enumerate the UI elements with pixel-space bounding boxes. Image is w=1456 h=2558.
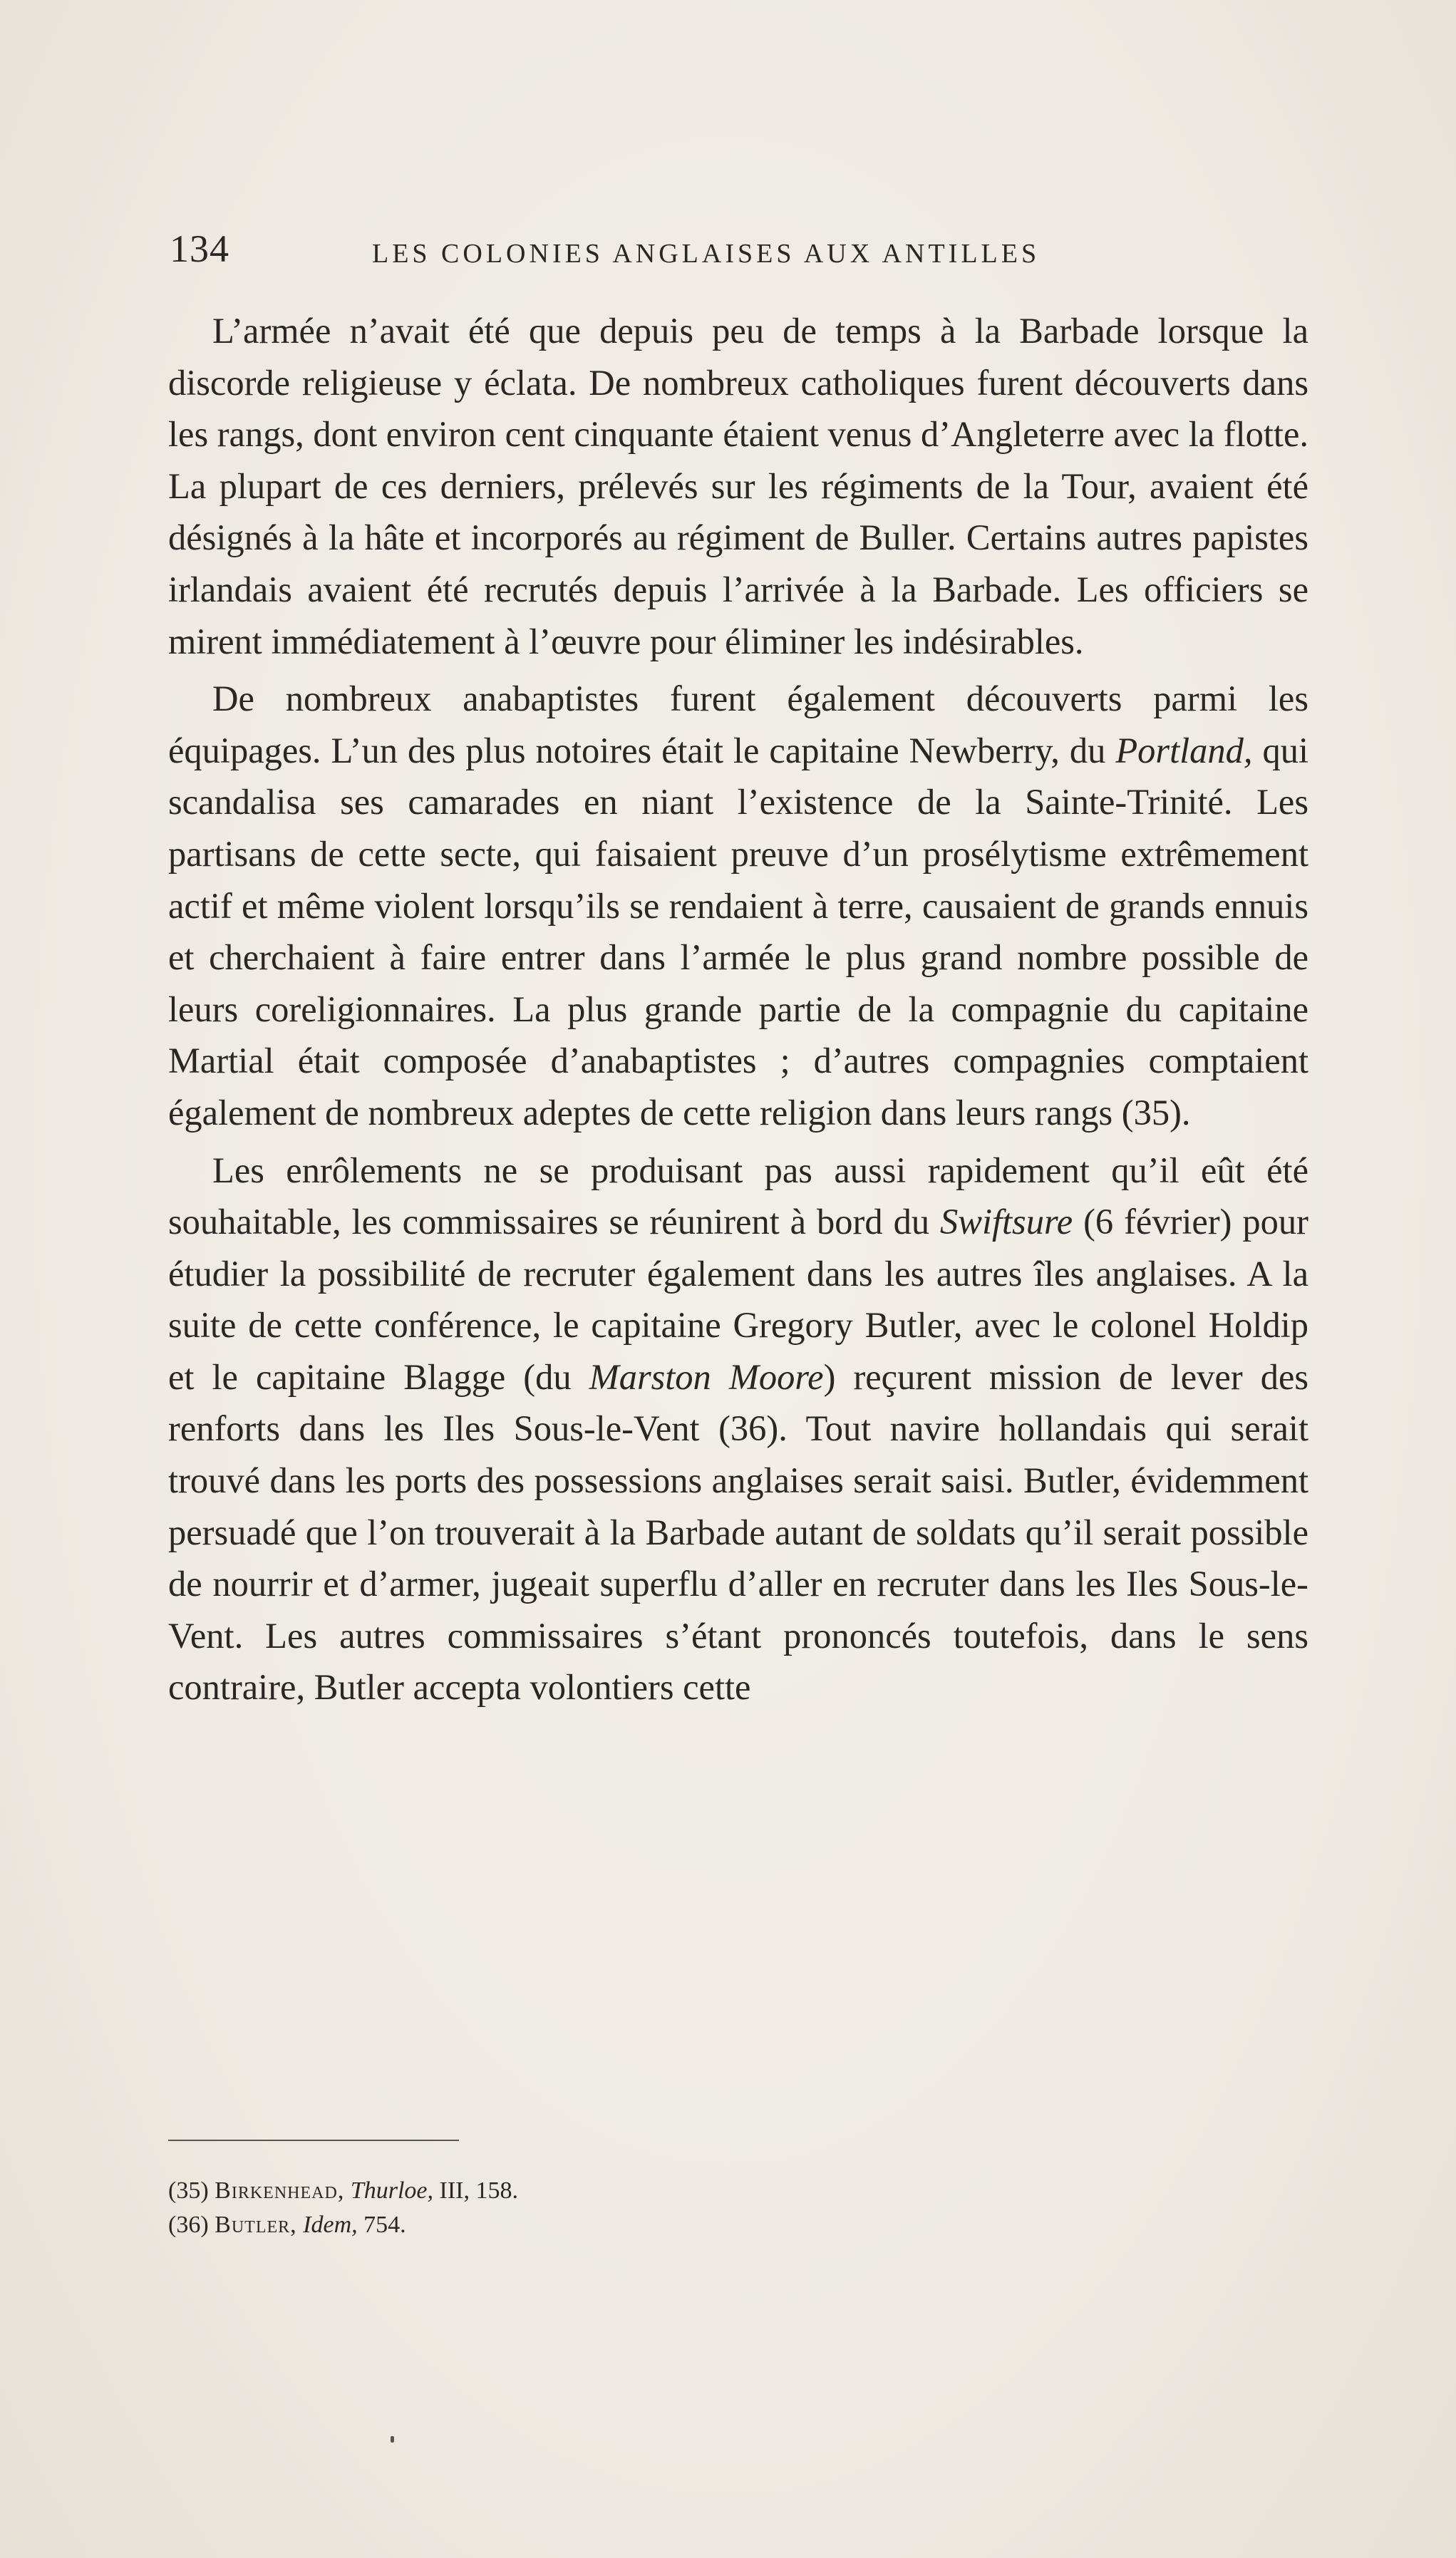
paragraph-3 (168, 1145, 1308, 1714)
ship-name-marston-moore: Marston Moore (589, 1356, 824, 1397)
footnote-marker: (36) (168, 2212, 209, 2238)
paragraph-1 (168, 305, 1308, 667)
ink-speck (391, 2436, 394, 2443)
footnote-divider (168, 2140, 459, 2141)
page-header (170, 227, 1310, 277)
running-head: LES COLONIES ANGLAISES AUX ANTILLES (372, 239, 1041, 269)
paragraph-2 (168, 673, 1308, 1138)
ship-name-swiftsure: Swiftsure (940, 1202, 1073, 1242)
footnote-source: Thurloe, (350, 2177, 434, 2204)
paragraph-3-text-b: (6 février) pour étudier la possibilité de recruter également dans les autres îles anglaises. A la suite de cette conférence, le capitaine Gregory Butler, avec le colonel Holdip et le capitaine Blagge (du (168, 1202, 1308, 1397)
paragraph-1-text: L’armée n’avait été que depuis peu de temps à la Barbade lorsque la discorde religieuse y éclata. De nombreux catholiques furent découverts dans les rangs, dont environ cent cinquante étaient venus d’Angleterre avec la flotte. La plupart de ces derniers, prélevés sur les régiments de la Tour, avaient été désignés à la hâte et incorporés au régiment de Buller. Certains autres papistes irlandais avaient été recrutés depuis l’arrivée à la Barbade. Les officiers se mirent immédiatement à l’œuvre pour éliminer les indésirables. (168, 311, 1308, 661)
paragraph-2-text-b: qui scandalisa ses camarades en niant l’existence de la Sainte-Trinité. Les partisans de cette secte, qui faisaient preuve d’un prosélytisme extrêmement actif et même violent lorsqu’ils se rendaient à terre, causaient de grands ennuis et cherchaient à faire entrer dans l’armée le plus grand nombre possible de leurs coreligionnaires. La plus grande partie de la compagnie du capitaine Martial était composée d’anabaptistes ; d’autres compagnies comptaient également de nombreux adeptes de cette religion dans leurs rangs (35). (168, 730, 1308, 1133)
footnotes (168, 2174, 1023, 2242)
footnote-36 (168, 2208, 1023, 2242)
footnote-ref: 754. (363, 2212, 406, 2238)
body-text (168, 305, 1308, 1713)
footnote-source: Idem, (303, 2212, 358, 2238)
footnote-marker: (35) (168, 2177, 209, 2204)
footnote-35 (168, 2174, 1023, 2208)
footnote-author: Birkenhead, (215, 2177, 345, 2204)
paragraph-2-text-a: De nombreux anabaptistes furent également découverts parmi les équipages. L’un des plus notoires était le capitaine Newberry, du (168, 679, 1308, 770)
ship-name-portland: Portland, (1115, 730, 1253, 770)
paragraph-3-text-c: ) reçurent mission de lever des renforts dans les Iles Sous-le-Vent (36). Tout navire hollandais qui serait trouvé dans les ports des possessions anglaises serait saisi. Butler, évidemment persuadé que l’on trouverait à la Barbade autant de soldats qu’il serait possible de nourrir et d’armer, jugeait superflu d’aller en recruter dans les Iles Sous-le-Vent. Les autres commissaires s’étant prononcés toutefois, dans le sens contraire, Butler accepta volontiers cette (168, 1356, 1309, 1708)
paragraph-3-text-a: Les enrôlements ne se produisant pas aussi rapidement qu’il eût été souhaitable, les commissaires se réunirent à bord du (168, 1150, 1308, 1242)
footnote-ref: III, 158. (439, 2177, 518, 2204)
footnote-author: Butler, (215, 2212, 297, 2238)
page-number: 134 (170, 227, 229, 270)
